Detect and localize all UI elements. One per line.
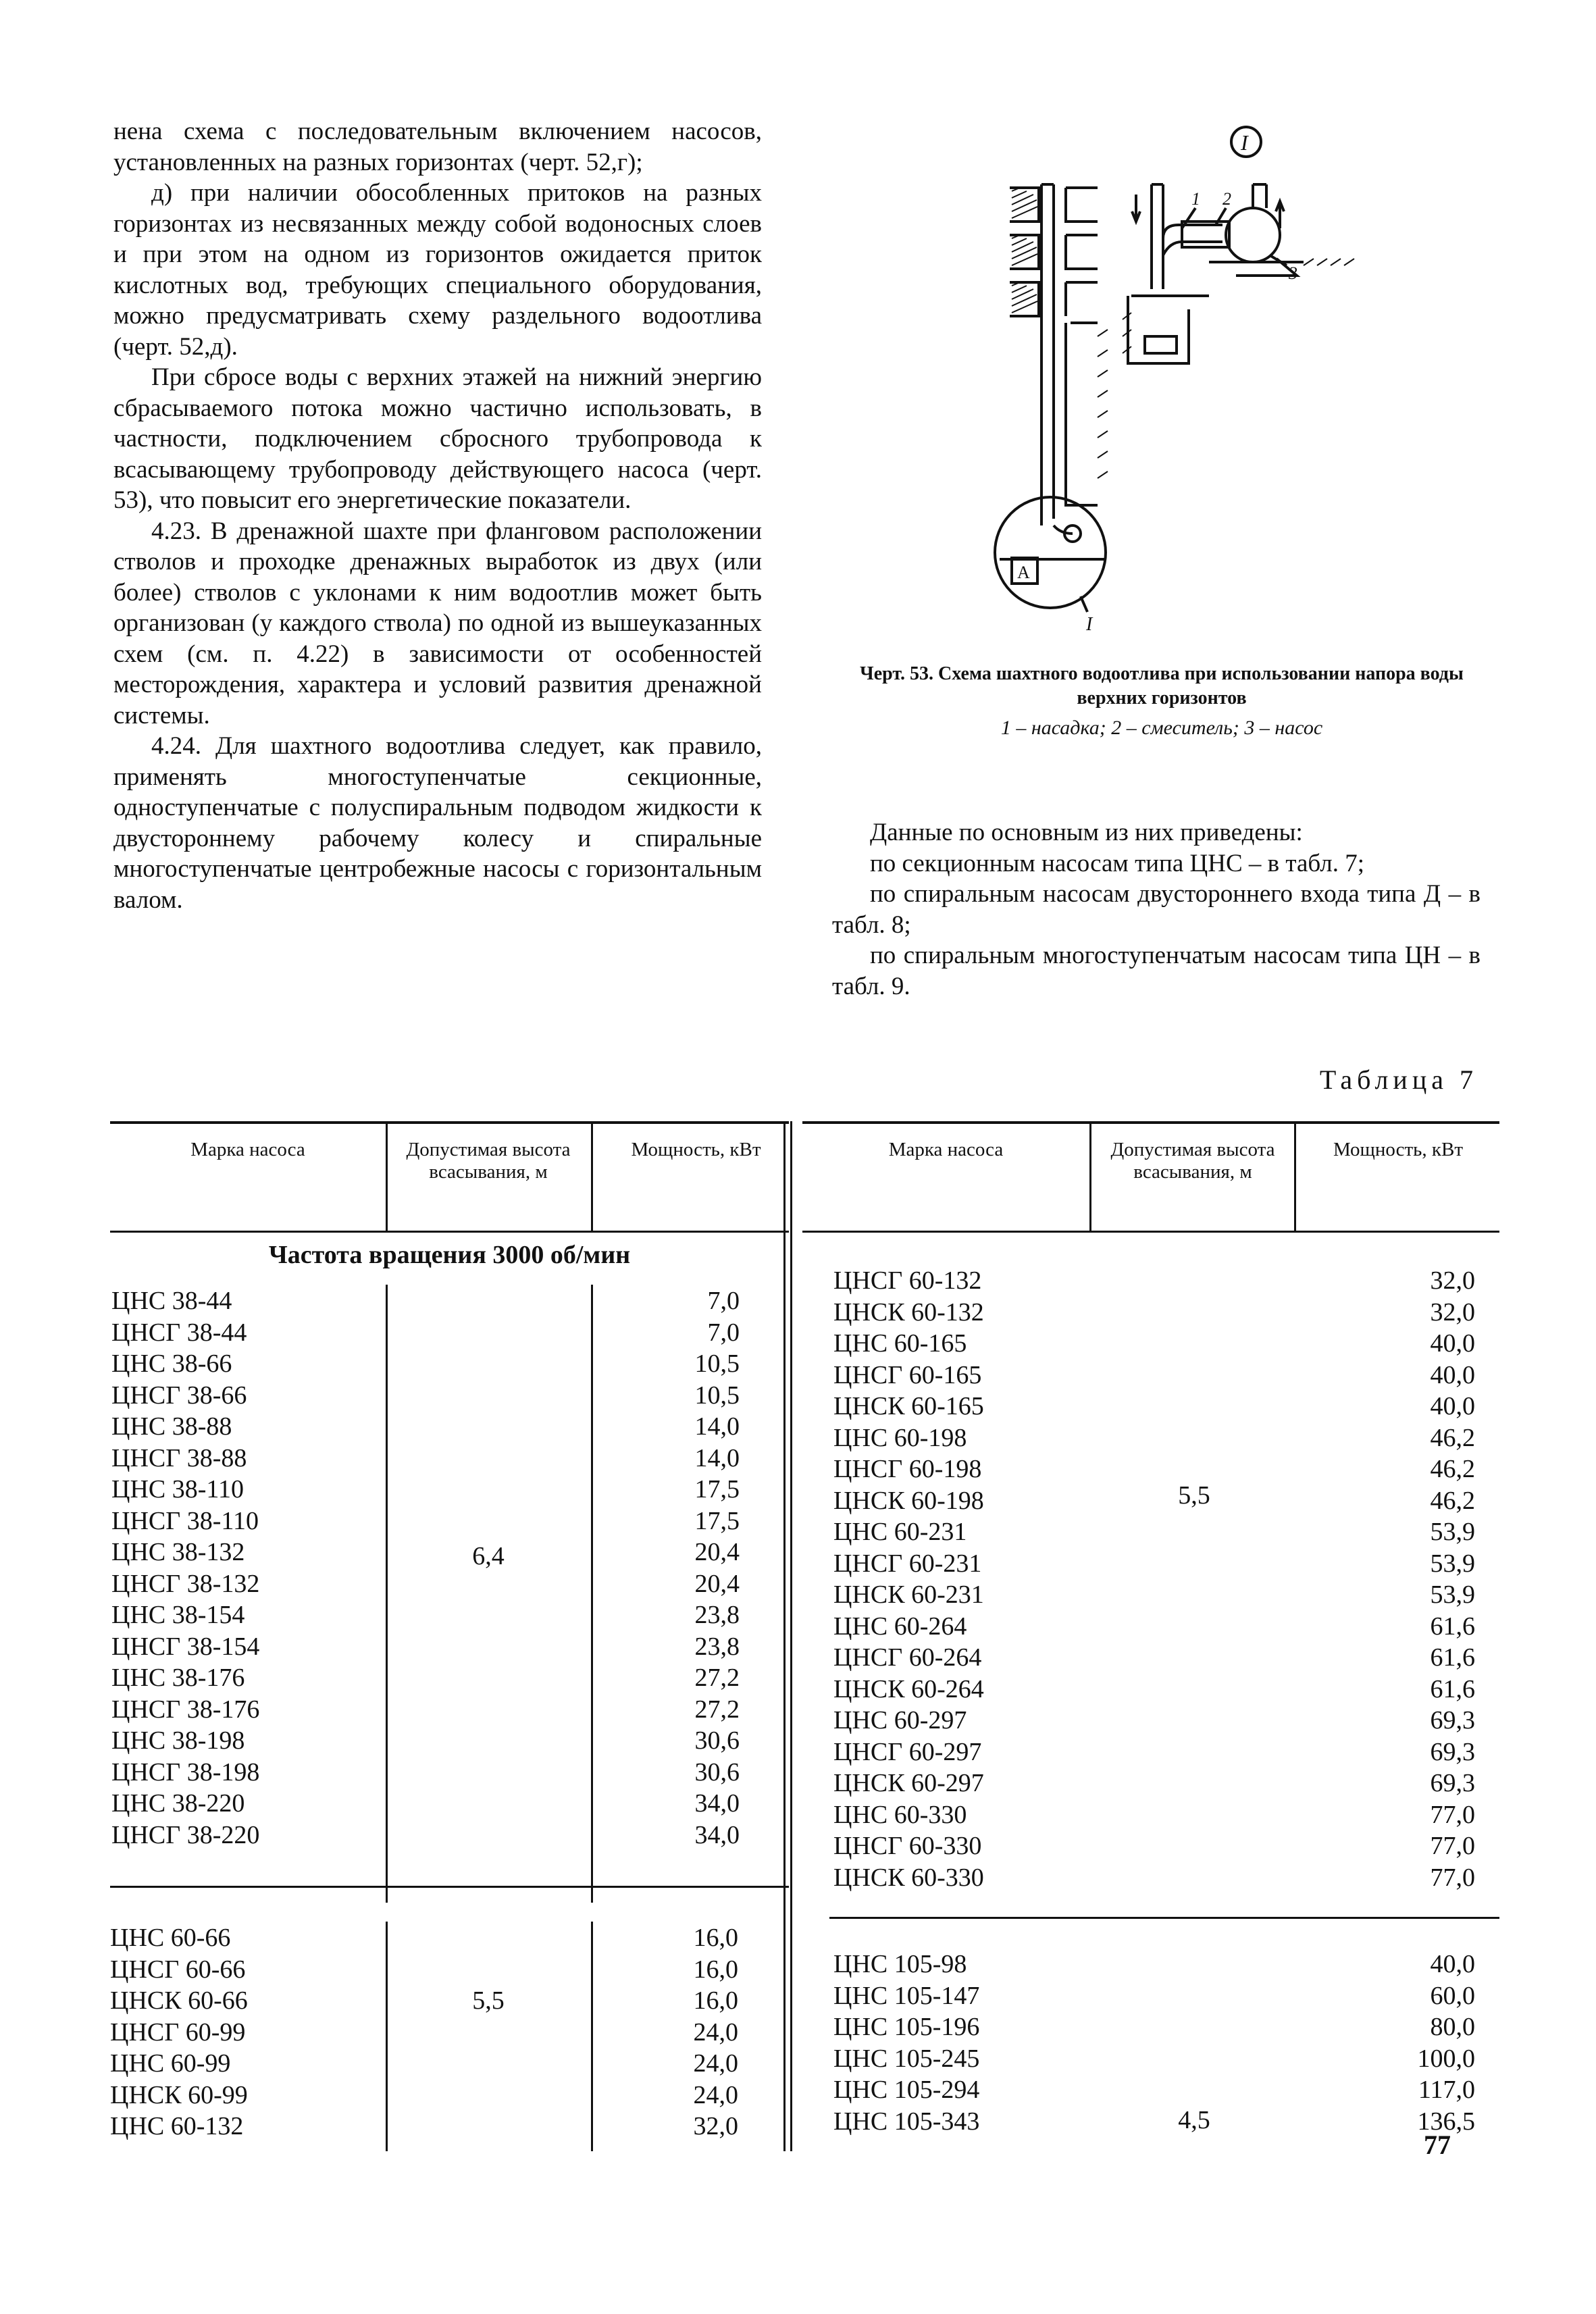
pump-brand-cell: ЦНС 60-264 <box>833 1612 967 1641</box>
pump-power-cell: 77,0 <box>1430 1800 1475 1829</box>
pump-power-cell: 69,3 <box>1430 1706 1475 1734</box>
pump-brand-cell: ЦНС 105-343 <box>833 2107 980 2136</box>
table-row <box>833 1548 1475 1580</box>
shaft-pipe <box>1041 184 1054 525</box>
pump-brand-cell: ЦНСГ 60-231 <box>833 1549 982 1578</box>
header-power: Мощность, кВт <box>631 1139 761 1160</box>
pump-brand-cell: ЦНС 105-245 <box>833 2044 980 2073</box>
pump-brand-cell: ЦНСГ 38-154 <box>111 1632 260 1661</box>
pump-power-cell: 30,6 <box>694 1726 740 1755</box>
table-row <box>111 1506 740 1537</box>
pump-power-cell: 32,0 <box>1430 1297 1475 1327</box>
table-row <box>833 1611 1475 1643</box>
pump-power-cell: 117,0 <box>1418 2076 1475 2104</box>
figure-legend-text: 1 – насадка; 2 – смеситель; 3 – насос <box>1000 717 1323 739</box>
pump-power-cell: 61,6 <box>1430 1612 1475 1641</box>
pump-power-cell: 77,0 <box>1430 1863 1475 1892</box>
table-row <box>111 1474 740 1506</box>
pump-brand-cell: ЦНС 60-198 <box>833 1423 967 1452</box>
pump-power-cell: 40,0 <box>1430 1392 1475 1420</box>
table-row <box>833 1949 1475 1980</box>
table-top-rule <box>110 1121 789 1124</box>
pump-power-cell: 46,2 <box>1430 1455 1475 1483</box>
pump-brand-cell: ЦНС 60-66 <box>110 1924 231 1952</box>
paragraph: по спиральным многоступенчатым насосам типа ЦН – в табл. 9. <box>832 942 1481 1000</box>
pump-brand-cell: ЦНС 105-147 <box>833 1981 980 2010</box>
figure-label-1: 1 <box>1191 189 1200 209</box>
group-title: Частота вращения 3000 об/мин <box>268 1241 631 1269</box>
table-row <box>111 1568 740 1600</box>
group-separator-rule <box>110 1886 789 1888</box>
figure-marker-label: I <box>1241 130 1248 155</box>
table-row <box>111 1725 740 1757</box>
pump-brand-cell: ЦНСГ 38-110 <box>111 1506 259 1535</box>
pump-power-cell: 40,0 <box>1430 1329 1475 1358</box>
pump-brand-cell: ЦНСГ 38-132 <box>111 1569 260 1598</box>
figure-caption: Черт. 53. Схема шахтного водоотлива при использовании напора воды верхних горизонтов <box>860 663 1464 709</box>
right-group1-height: 5,5 <box>1178 1481 1210 1510</box>
pump-power-cell: 7,0 <box>707 1318 740 1347</box>
table-row <box>833 2043 1475 2075</box>
pump-power-cell: 34,0 <box>694 1789 740 1818</box>
table-row <box>833 1579 1475 1611</box>
table-row <box>833 1737 1475 1768</box>
table-row <box>833 1360 1475 1391</box>
table-row <box>110 2048 738 2080</box>
pump-brand-cell: ЦНС 38-220 <box>111 1789 245 1818</box>
pump-power-cell: 17,5 <box>694 1475 740 1503</box>
left-group1-height: 6,4 <box>472 1542 505 1570</box>
paragraph: по спиральным насосам двустороннего входа типа Д – в табл. 8; <box>832 880 1481 939</box>
header-brand: Марка насоса <box>888 1139 1004 1160</box>
table-row <box>833 1799 1475 1831</box>
pump-brand-cell: ЦНСК 60-198 <box>833 1486 984 1515</box>
table-row <box>833 1328 1475 1360</box>
pump-brand-cell: ЦНСГ 38-220 <box>111 1820 260 1849</box>
table-row <box>833 1705 1475 1737</box>
pump-brand-cell: ЦНСГ 60-330 <box>833 1832 982 1860</box>
right-text-column <box>832 817 1481 1002</box>
pump-power-cell: 23,8 <box>694 1601 740 1629</box>
table-row <box>111 1757 740 1789</box>
page-number: 77 <box>1424 2130 1451 2160</box>
table-row <box>111 1317 740 1349</box>
pump-brand-cell: ЦНС 60-165 <box>833 1329 967 1358</box>
pump-power-cell: 30,6 <box>694 1757 740 1786</box>
pump-brand-cell: ЦНСГ 60-264 <box>833 1643 982 1672</box>
table-row <box>833 1642 1475 1674</box>
paragraph: При сбросе воды с верхних этажей на нижний энергию сбрасываемого потока можно частично использовать, в частности, подключением сбросного трубопровода к всасывающему трубопроводу действующего насоса (черт. 53), что повысит его энергетические показатели. <box>113 363 762 514</box>
right-group2-height: 4,5 <box>1178 2106 1210 2134</box>
pump-brand-cell: ЦНС 38-176 <box>111 1664 245 1692</box>
table-row <box>833 2074 1475 2106</box>
pump-power-cell: 53,9 <box>1430 1580 1475 1609</box>
table-row <box>111 1348 740 1380</box>
table-row <box>833 2011 1475 2043</box>
paragraph: по секционным насосам типа ЦНС – в табл. 7; <box>870 849 1365 877</box>
left-text-column <box>113 116 762 915</box>
paragraph: 4.23. В дренажной шахте при фланговом расположении стволов и проходке дренажных выработок из двух (или более) стволов с уклонами к ним водоотлив может быть организован (у каждого ствола) по одной из вышеуказанных схем (см. п. 4.22) в зависимости от особенностей месторождения, характера и условий развития дренажной системы. <box>113 517 762 729</box>
pump-power-cell: 80,0 <box>1430 2013 1475 2041</box>
pump-power-cell: 100,0 <box>1417 2044 1475 2073</box>
header-brand: Марка насоса <box>190 1139 305 1160</box>
pump-brand-cell: ЦНС 105-196 <box>833 2013 980 2041</box>
pump-power-cell: 40,0 <box>1430 1360 1475 1389</box>
pump-brand-cell: ЦНСГ 60-198 <box>833 1455 982 1483</box>
table-label: Таблица 7 <box>1319 1064 1478 1095</box>
pump-brand-cell: ЦНСГ 60-297 <box>833 1737 982 1766</box>
pump-brand-cell: ЦНС 38-110 <box>111 1475 244 1503</box>
pump-power-cell: 53,9 <box>1430 1549 1475 1578</box>
figure-label-2: 2 <box>1222 189 1231 209</box>
table-row <box>833 1297 1475 1329</box>
table-row <box>110 2017 738 2049</box>
pump-power-cell: 24,0 <box>693 2080 738 2109</box>
mine-drainage-diagram <box>979 120 1378 635</box>
table-row <box>111 1411 740 1443</box>
pump-brand-cell: ЦНС 60-231 <box>833 1518 967 1546</box>
right-group1-rows <box>833 1265 1475 1893</box>
pump-brand-cell: ЦНС 105-98 <box>833 1950 967 1978</box>
detail-pipe-left <box>1152 184 1163 289</box>
table-row <box>111 1820 740 1851</box>
pump-power-cell: 14,0 <box>694 1443 740 1472</box>
detail-pipe-right <box>1253 184 1266 208</box>
pump-brand-cell: ЦНС 105-294 <box>833 2076 980 2104</box>
table-row <box>833 1265 1475 1297</box>
pump-brand-cell: ЦНСГ 60-132 <box>833 1266 982 1295</box>
table-row <box>833 1980 1475 2012</box>
table-row <box>111 1631 740 1663</box>
pump-power-cell: 34,0 <box>694 1820 740 1849</box>
pump-power-cell: 61,6 <box>1430 1643 1475 1672</box>
table-row <box>110 1922 738 1954</box>
figure-label-A: A <box>1017 563 1030 582</box>
pump-brand-cell: ЦНС 38-154 <box>111 1601 245 1629</box>
left-group2-height: 5,5 <box>472 1986 505 2015</box>
pump-brand-cell: ЦНС 38-44 <box>111 1287 232 1315</box>
table-row <box>111 1788 740 1820</box>
pump-power-cell: 14,0 <box>694 1412 740 1441</box>
pump-power-cell: 32,0 <box>1430 1266 1475 1295</box>
pump-brand-cell: ЦНС 60-330 <box>833 1800 967 1829</box>
table-center-divider <box>783 1121 786 2151</box>
pump-power-cell: 16,0 <box>693 1924 738 1952</box>
pump-power-cell: 40,0 <box>1430 1950 1475 1978</box>
paragraph: Данные по основным из них приведены: <box>870 819 1303 846</box>
pump-brand-cell: ЦНСГ 60-99 <box>110 2017 246 2047</box>
table-row <box>111 1599 740 1631</box>
pump-power-cell: 17,5 <box>694 1506 740 1535</box>
pump-power-cell: 20,4 <box>694 1538 740 1566</box>
table-row <box>833 1768 1475 1799</box>
header-power: Мощность, кВт <box>1333 1139 1463 1160</box>
pump-power-cell: 16,0 <box>693 1955 738 1984</box>
table-row <box>833 1830 1475 1862</box>
table-row <box>111 1285 740 1317</box>
table-row <box>833 1422 1475 1454</box>
pump-power-cell: 32,0 <box>693 2112 738 2140</box>
left-group2-rows <box>110 1922 738 2142</box>
pump-power-cell: 136,5 <box>1417 2107 1475 2136</box>
pump-power-cell: 61,6 <box>1430 1674 1475 1703</box>
table-row <box>110 2080 738 2111</box>
table-row <box>833 1862 1475 1894</box>
header-height: Допустимая высота всасывания, м <box>1110 1139 1275 1183</box>
pump-power-cell: 23,8 <box>694 1632 740 1661</box>
group-separator-rule <box>829 1917 1499 1919</box>
pump-circle <box>1226 208 1280 262</box>
pump-power-cell: 10,5 <box>694 1381 740 1410</box>
table-row <box>111 1443 740 1474</box>
pump-power-cell: 53,9 <box>1430 1518 1475 1546</box>
pump-brand-cell: ЦНС 60-297 <box>833 1706 967 1734</box>
pump-brand-cell: ЦНС 60-99 <box>110 2049 231 2078</box>
pump-brand-cell: ЦНС 38-198 <box>111 1726 245 1755</box>
table-row <box>110 1954 738 1986</box>
pump-brand-cell: ЦНСК 60-297 <box>833 1769 984 1797</box>
pump-brand-cell: ЦНСК 60-330 <box>833 1863 984 1892</box>
pump-brand-cell: ЦНСК 60-99 <box>110 2080 248 2109</box>
pump-brand-cell: ЦНСК 60-132 <box>833 1297 984 1327</box>
pump-power-cell: 27,2 <box>694 1695 740 1724</box>
pump-power-cell: 20,4 <box>694 1569 740 1598</box>
pump-brand-cell: ЦНС 60-132 <box>110 2112 244 2140</box>
table-row <box>111 1694 740 1726</box>
header-bottom-rule <box>110 1231 789 1233</box>
pump-power-cell: 10,5 <box>694 1349 740 1378</box>
pump-power-cell: 27,2 <box>694 1664 740 1692</box>
pump-brand-cell: ЦНСГ 38-198 <box>111 1757 260 1786</box>
pump-power-cell: 69,3 <box>1430 1769 1475 1797</box>
table-row <box>833 1516 1475 1548</box>
figure-label-3: 3 <box>1289 263 1297 283</box>
pump-power-cell: 24,0 <box>693 2017 738 2047</box>
pump-power-cell: 7,0 <box>707 1287 740 1315</box>
header-height: Допустимая высота всасывания, м <box>406 1139 571 1183</box>
pump-chamber-circle <box>995 497 1106 608</box>
pump-brand-cell: ЦНСК 60-66 <box>110 1986 248 2015</box>
pump-brand-cell: ЦНСК 60-264 <box>833 1674 984 1703</box>
pump-power-cell: 69,3 <box>1430 1737 1475 1766</box>
table-row <box>111 1662 740 1694</box>
pump-power-cell: 46,2 <box>1430 1423 1475 1452</box>
pump-brand-cell: ЦНСГ 38-44 <box>111 1318 247 1347</box>
table-row <box>833 1391 1475 1422</box>
pump-brand-cell: ЦНСГ 60-165 <box>833 1360 982 1389</box>
figure-legend <box>838 716 1486 740</box>
pump-brand-cell: ЦНСГ 38-88 <box>111 1443 247 1472</box>
pump-brand-cell: ЦНС 38-132 <box>111 1538 245 1566</box>
pump-power-cell: 24,0 <box>693 2049 738 2078</box>
pump-brand-cell: ЦНС 38-88 <box>111 1412 232 1441</box>
pump-brand-cell: ЦНС 38-66 <box>111 1349 232 1378</box>
table-row <box>110 2111 738 2142</box>
paragraph: нена схема с последовательным включением насосов, установленных на разных горизонтах (черт. 52,г); <box>113 118 762 176</box>
paragraph: д) при наличии обособленных притоков на разных горизонтах из несвязанных между собой водоносных слоев и при этом на одном из горизонтов ожидается приток кислотных вод, требующих специального оборудования, можно предусматривать схему раздельного водоотлива (черт. 52,д). <box>113 179 762 361</box>
figure-label-bottom: I <box>1086 614 1093 635</box>
pump-power-cell: 46,2 <box>1430 1486 1475 1515</box>
pump-brand-cell: ЦНСГ 38-66 <box>111 1381 247 1410</box>
pump-power-cell: 77,0 <box>1430 1832 1475 1860</box>
pump-brand-cell: ЦНСГ 38-176 <box>111 1695 260 1724</box>
pump-brand-cell: ЦНСК 60-165 <box>833 1392 984 1420</box>
pump-power-cell: 16,0 <box>693 1986 738 2015</box>
pump-power-cell: 60,0 <box>1430 1981 1475 2010</box>
table-row <box>111 1380 740 1412</box>
pump-brand-cell: ЦНСГ 60-66 <box>110 1955 246 1984</box>
table-row <box>833 1674 1475 1705</box>
pump-brand-cell: ЦНСК 60-231 <box>833 1580 984 1609</box>
paragraph: 4.24. Для шахтного водоотлива следует, как правило, применять многоступенчатые секционные, одноступенчатые с полуспиральным подводом жидкости к двустороннему рабочему колесу и спиральные многоступенчатые центробежные насосы с горизонтальным валом. <box>113 732 762 914</box>
